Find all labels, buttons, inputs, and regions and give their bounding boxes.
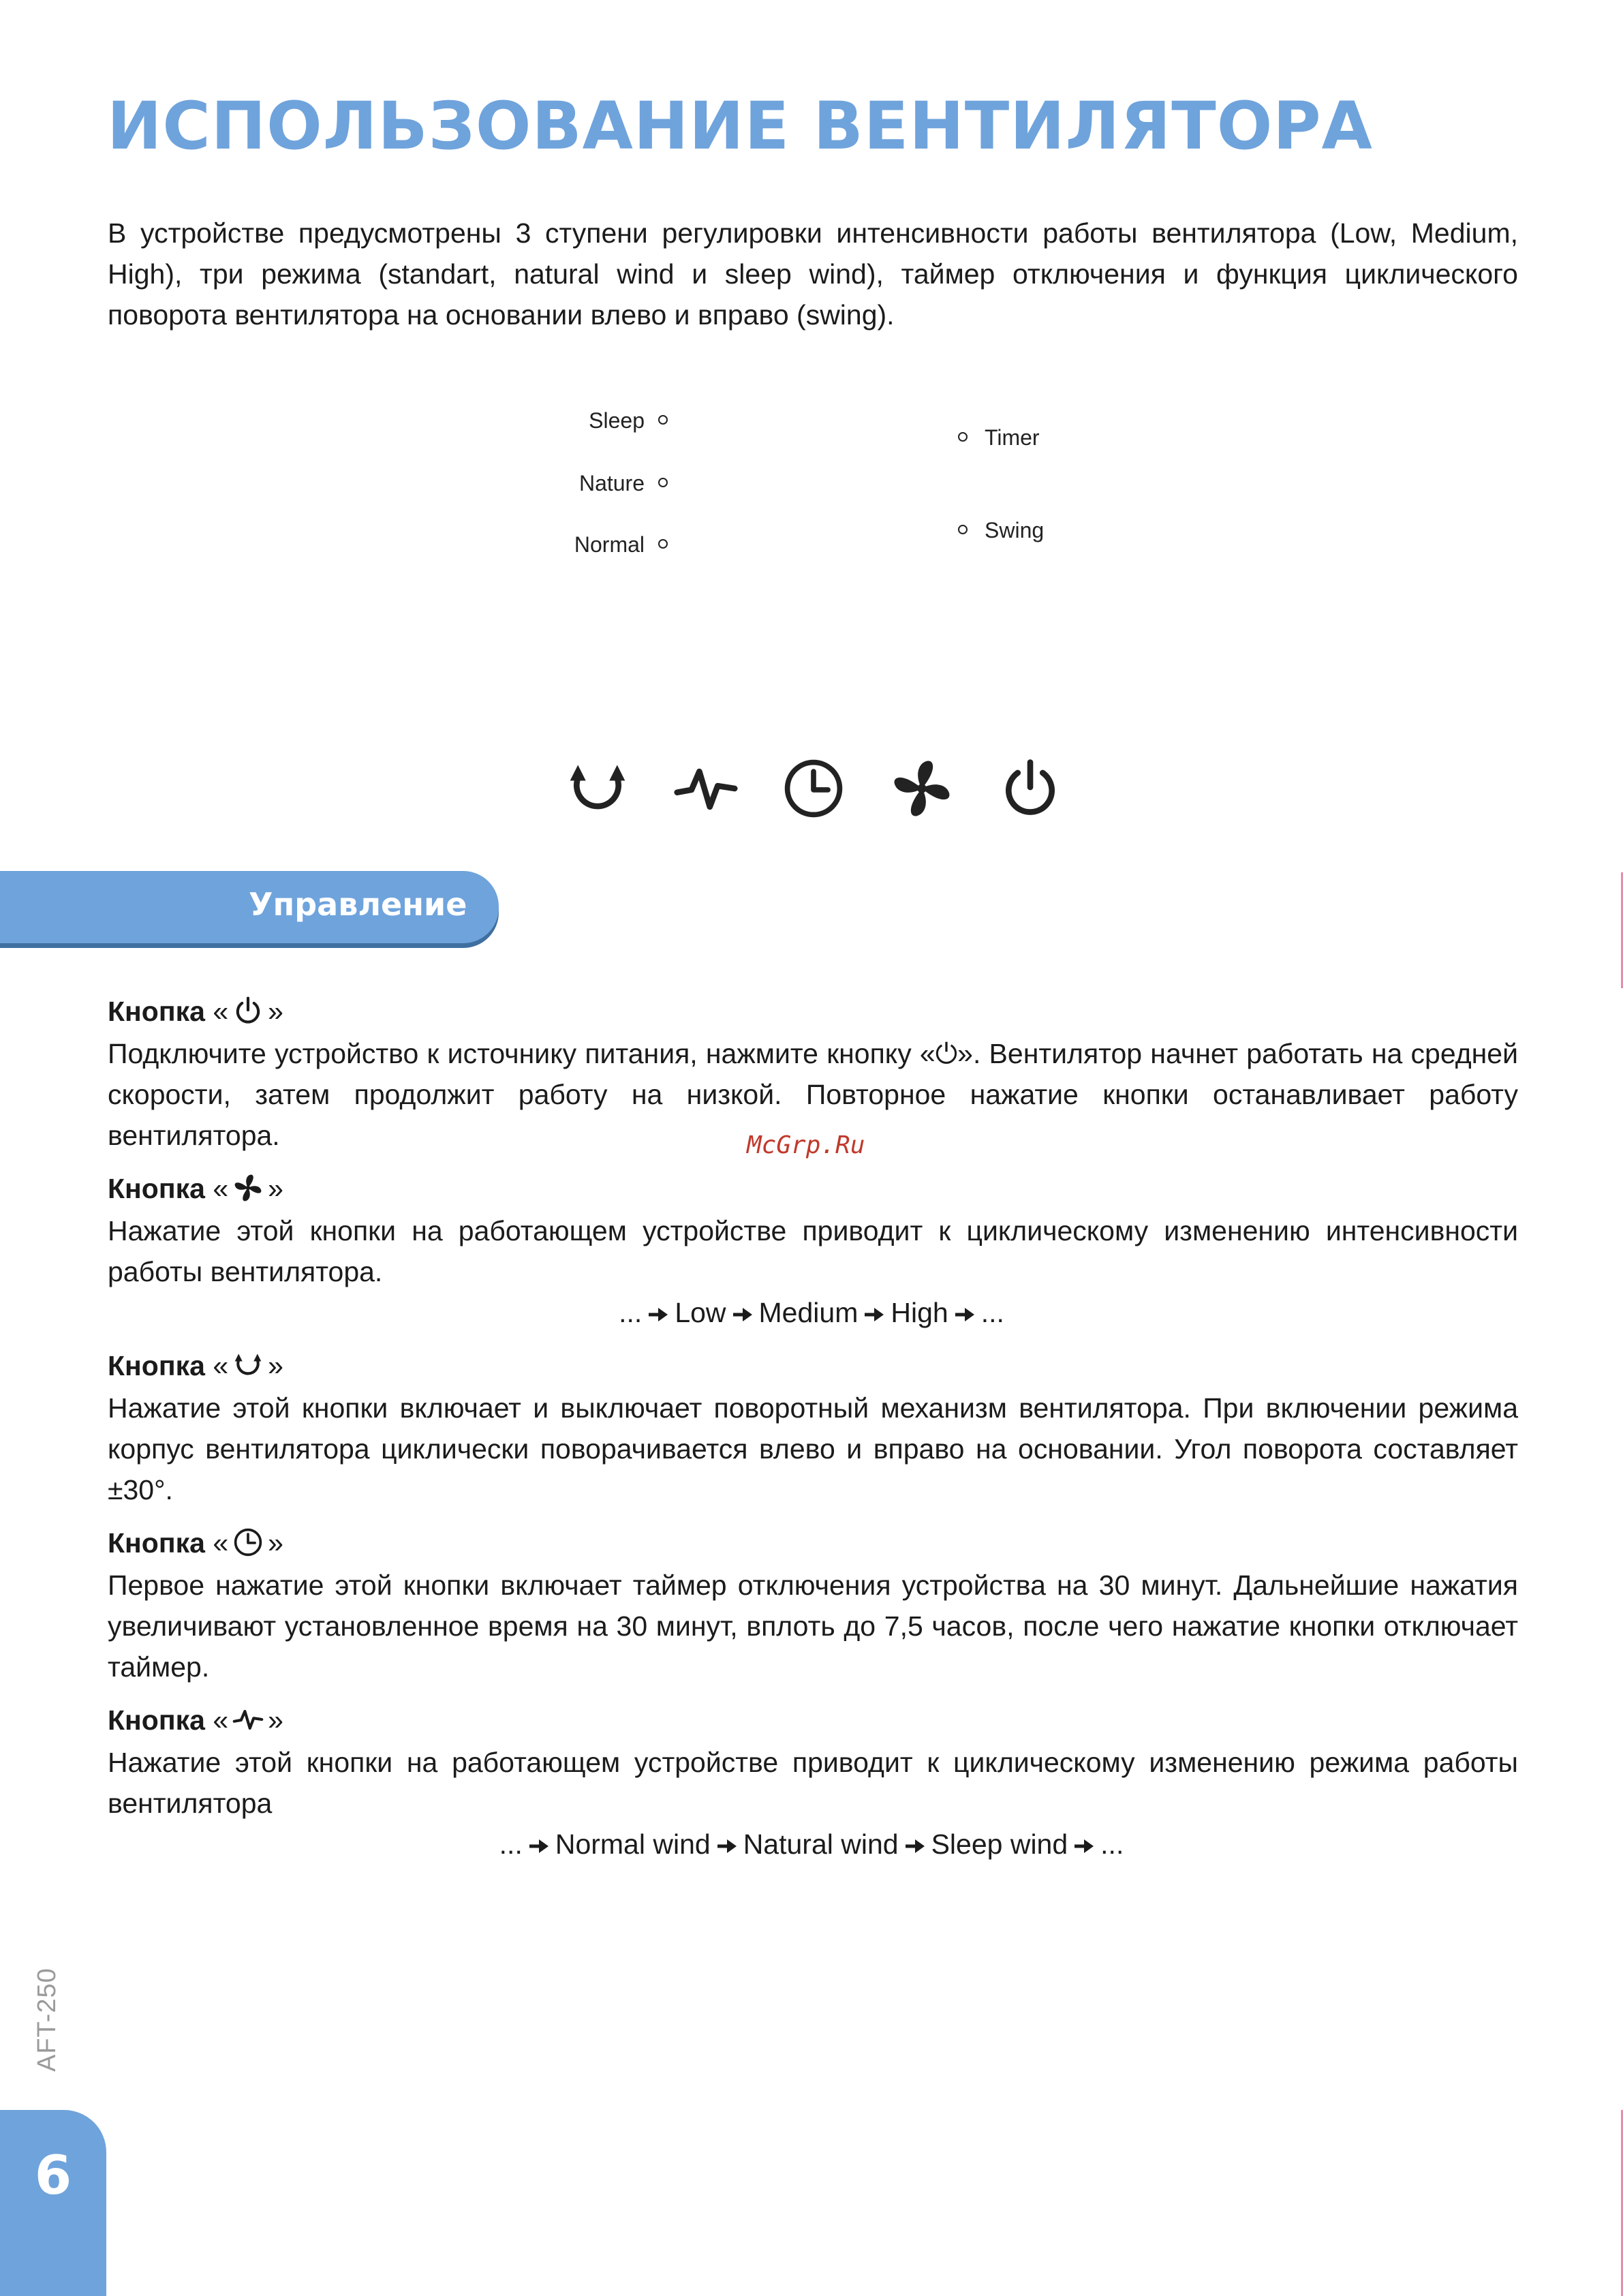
arrow-right-icon (865, 1307, 884, 1322)
section-heading-timer (108, 1524, 283, 1562)
arrow-right-icon (717, 1839, 737, 1854)
heading-label: Кнопка (108, 1350, 205, 1381)
page-number-tab (0, 2110, 106, 2296)
swing-icon (232, 1349, 264, 1381)
heading-open-quote: « (213, 1704, 229, 1736)
arrow-right-icon (649, 1307, 668, 1322)
section-heading-fan-speed (108, 1169, 283, 1208)
sequence-item: ... (980, 1297, 1004, 1328)
power-icon[interactable] (998, 756, 1063, 821)
arrow-right-icon (733, 1307, 752, 1322)
sequence-item: Low (675, 1297, 726, 1328)
arrow-right-icon (529, 1839, 548, 1854)
indicator-label-swing: Swing (985, 518, 1045, 542)
indicator-led-timer (958, 432, 968, 442)
wind-mode-icon[interactable] (673, 756, 739, 821)
indicator-label-sleep: Sleep (589, 408, 645, 433)
arrow-right-icon (906, 1839, 925, 1854)
section-body-fan-speed: Нажатие этой кнопки на работающем устройстве приводит к циклическому изменению интенсивности работы вентилятора. (108, 1215, 1518, 1287)
model-label: AFT-250 (33, 1968, 61, 2072)
sequence-item: ... (499, 1828, 523, 1860)
page-title: ИСПОЛЬЗОВАНИЕ ВЕНТИЛЯТОРА (107, 88, 1373, 164)
heading-close-quote: » (268, 1350, 283, 1381)
fan-speed-icon[interactable] (889, 756, 955, 821)
heading-open-quote: « (213, 996, 229, 1027)
section-body-timer: Первое нажатие этой кнопки включает таймер отключения устройства на 30 минут. Дальнейшие нажатия увеличивают установленное время на 30 минут, вплоть до 7,5 часов, после чего нажатие кнопки отключает таймер. (108, 1570, 1518, 1683)
heading-close-quote: » (268, 996, 283, 1027)
heading-label: Кнопка (108, 996, 205, 1027)
timer-icon (232, 1527, 264, 1558)
timer-icon[interactable] (781, 756, 846, 821)
wind-mode-icon (232, 1704, 264, 1735)
section-body-power: Подключите устройство к источнику питания, нажмите кнопку «⏻». Вентилятор начнет работать на средней скорости, затем продолжит работу на низкой. Повторное нажатие кнопки останавливает работу вентилятора. (108, 1038, 1518, 1151)
indicator-led-nature (658, 478, 668, 487)
section-body-wind-mode: Нажатие этой кнопки на работающем устройстве приводит к циклическому изменению режима работы вентилятора (108, 1747, 1518, 1819)
heading-open-quote: « (213, 1350, 229, 1381)
fan-speed-icon (232, 1172, 264, 1204)
speed-sequence (0, 1292, 1623, 1333)
page-number: 6 (34, 2145, 72, 2207)
indicator-label-timer: Timer (985, 425, 1040, 450)
arrow-right-icon (955, 1307, 974, 1322)
section-heading-swing (108, 1347, 283, 1385)
mode-sequence (0, 1824, 1623, 1865)
indicator-led-sleep (658, 415, 668, 425)
sequence-item: ... (1100, 1828, 1124, 1860)
heading-open-quote: « (213, 1527, 229, 1559)
heading-close-quote: » (268, 1173, 283, 1204)
arrow-right-icon (1075, 1839, 1094, 1854)
section-banner-label: Управление (249, 886, 467, 923)
sequence-item: High (891, 1297, 948, 1328)
swing-icon[interactable] (565, 756, 630, 821)
section-body-swing: Нажатие этой кнопки включает и выключает поворотный механизм вентилятора. При включении режима корпус вентилятора циклически поворачивается влево и вправо на основании. Угол поворота составляет ±30°. (108, 1392, 1518, 1505)
sequence-item: Medium (758, 1297, 859, 1328)
indicator-led-normal (658, 539, 668, 549)
sequence-item: ... (619, 1297, 643, 1328)
heading-close-quote: » (268, 1527, 283, 1559)
power-icon (232, 995, 264, 1026)
indicator-label-normal: Normal (574, 532, 645, 557)
heading-label: Кнопка (108, 1704, 205, 1736)
heading-close-quote: » (268, 1704, 283, 1736)
sequence-item: Natural wind (743, 1828, 899, 1860)
intro-paragraph: В устройстве предусмотрены 3 ступени регулировки интенсивности работы вентилятора (Low, Medium, High), три режима (standart, natural wind и sleep wind), таймер отключения и функция циклического поворота вентилятора на основании влево и вправо (swing). (108, 217, 1518, 331)
heading-open-quote: « (213, 1173, 229, 1204)
indicator-label-nature: Nature (578, 471, 645, 495)
sequence-item: Sleep wind (931, 1828, 1068, 1860)
section-banner (0, 871, 499, 943)
indicator-led-swing (958, 525, 968, 534)
watermark: McGrp.Ru (747, 1131, 865, 1159)
heading-label: Кнопка (108, 1527, 205, 1559)
section-heading-power (108, 992, 283, 1030)
sequence-item: Normal wind (555, 1828, 711, 1860)
section-heading-wind-mode (108, 1701, 283, 1739)
heading-label: Кнопка (108, 1173, 205, 1204)
